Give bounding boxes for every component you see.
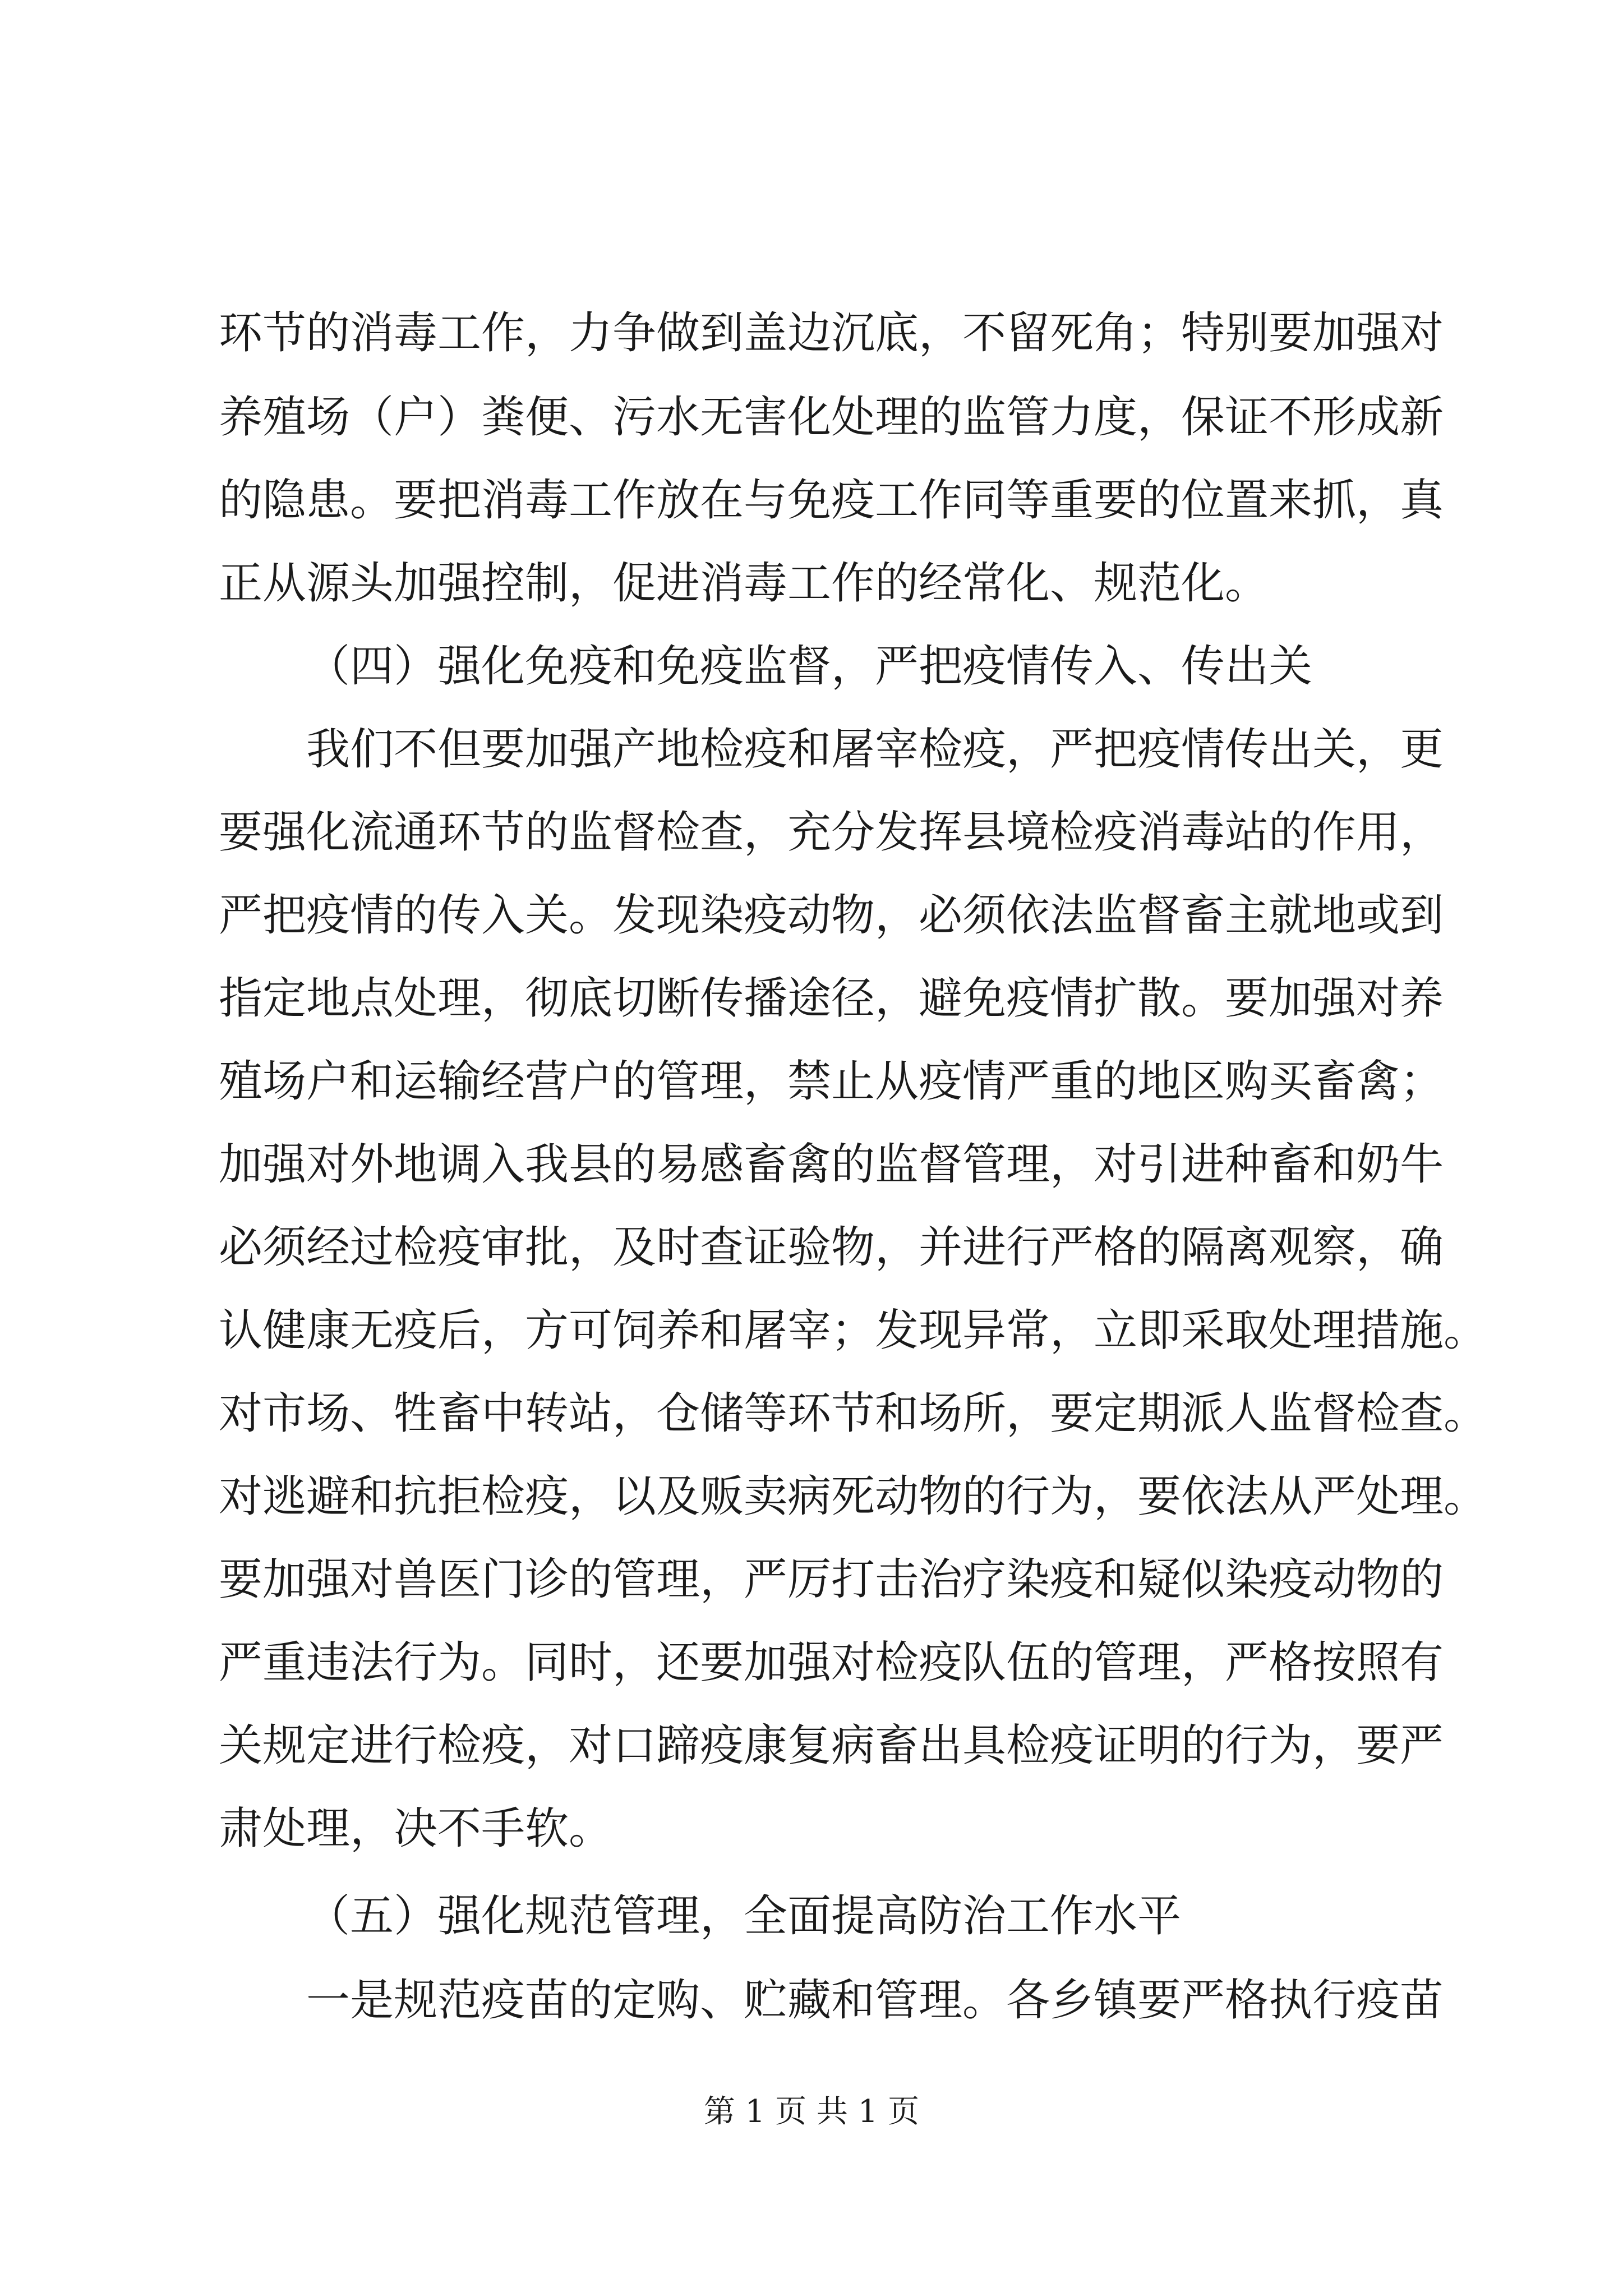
body-text-line: 正从源头加强控制，促进消毒工作的经常化、规范化。 xyxy=(219,558,1269,609)
body-text-line: 关规定进行检疫，对口蹄疫康复病畜出具检疫证明的行为，要严 xyxy=(219,1720,1444,1771)
body-text-line: 严把疫情的传入关。发现染疫动物，必须依法监督畜主就地或到 xyxy=(219,890,1444,941)
body-text-line: 我们不但要加强产地检疫和屠宰检疫，严把疫情传出关，更 xyxy=(306,724,1444,775)
body-text-line: 对市场、牲畜中转站，仓储等环节和场所，要定期派人监督检查。 xyxy=(219,1388,1488,1439)
body-text-line: 环节的消毒工作，力争做到盖边沉底，不留死角；特别要加强对 xyxy=(219,308,1444,358)
body-text-line: 严重违法行为。同时，还要加强对检疫队伍的管理，严格按照有 xyxy=(219,1637,1444,1688)
section-heading: （四）强化免疫和免疫监督，严把疫情传入、传出关 xyxy=(306,641,1313,692)
body-text-line: 要强化流通环节的监督检查，充分发挥县境检疫消毒站的作用， xyxy=(219,807,1444,858)
body-text-line: 对逃避和抗拒检疫，以及贩卖病死动物的行为，要依法从严处理。 xyxy=(219,1471,1488,1522)
page-footer: 第 1 页 共 1 页 xyxy=(703,2093,920,2130)
body-text-line: 认健康无疫后，方可饲养和屠宰；发现异常，立即采取处理措施。 xyxy=(219,1305,1488,1356)
body-text-line: 要加强对兽医门诊的管理，严厉打击治疗染疫和疑似染疫动物的 xyxy=(219,1554,1444,1605)
body-text-line: 肃处理，决不手软。 xyxy=(219,1803,613,1854)
body-text-line: 殖场户和运输经营户的管理，禁止从疫情严重的地区购买畜禽； xyxy=(219,1056,1444,1107)
body-text-line: 一是规范疫苗的定购、贮藏和管理。各乡镇要严格执行疫苗 xyxy=(306,1975,1444,2026)
section-heading: （五）强化规范管理，全面提高防治工作水平 xyxy=(306,1891,1182,1941)
body-text-line: 加强对外地调入我县的易感畜禽的监督管理，对引进种畜和奶牛 xyxy=(219,1139,1444,1190)
body-text-line: 指定地点处理，彻底切断传播途径，避免疫情扩散。要加强对养 xyxy=(219,973,1444,1024)
body-text-line: 养殖场（户）粪便、污水无害化处理的监管力度，保证不形成新 xyxy=(219,392,1444,443)
body-text-line: 必须经过检疫审批，及时查证验物，并进行严格的隔离观察，确 xyxy=(219,1222,1444,1273)
body-text-line: 的隐患。要把消毒工作放在与免疫工作同等重要的位置来抓，真 xyxy=(219,475,1444,526)
